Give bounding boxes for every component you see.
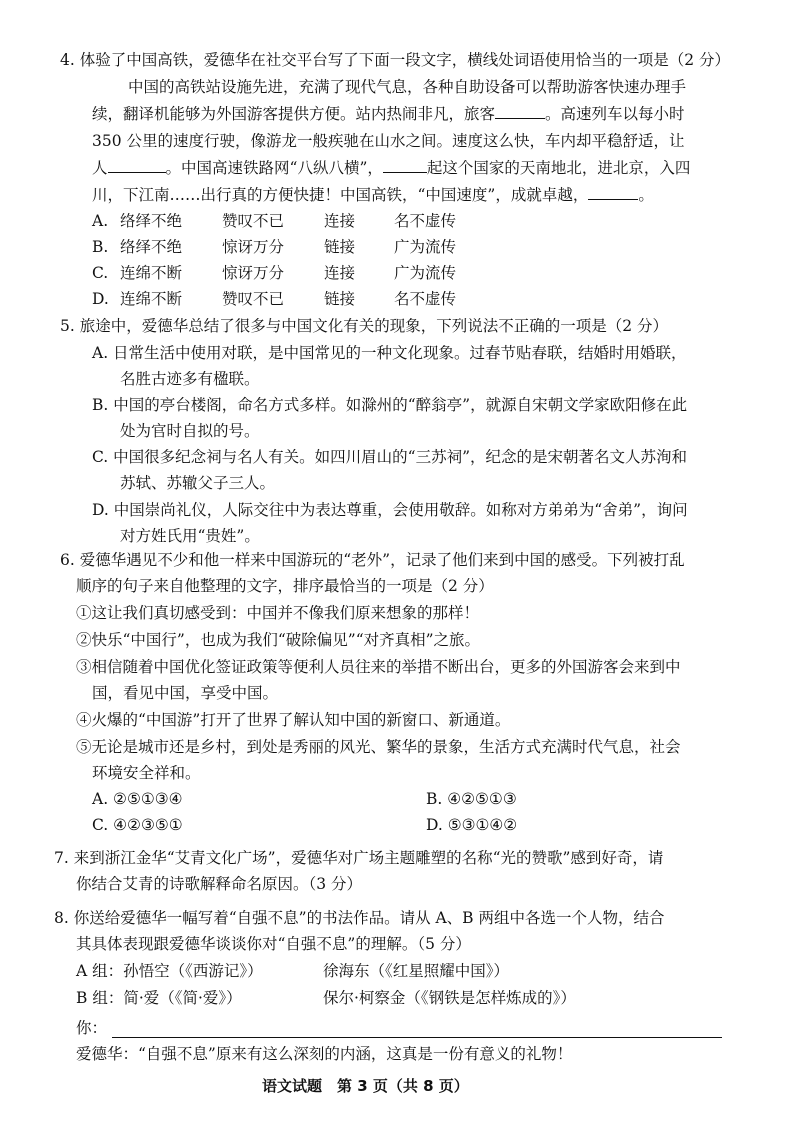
option-word: 连绵不断 — [120, 264, 183, 282]
q5-option-a-cont: 名胜古迹多有楹联。 — [120, 370, 260, 388]
q5-stem: 5. 旅途中，爱德华总结了很多与中国文化有关的现象，下列说法不正确的一项是（2 分） — [60, 317, 669, 335]
q4-text: 。高速列车以每小时 — [545, 105, 685, 123]
q5-option-c-cont: 苏轼、苏辙父子三人。 — [120, 474, 276, 492]
q8-group-b: B 组：简·爱（《简·爱》） — [76, 989, 242, 1007]
option-word: 名不虚传 — [394, 290, 457, 308]
q6-option-c[interactable]: C. ④②③⑤① — [92, 816, 183, 834]
q8-edward-reply: 爱德华：“自强不息”原来有这么深刻的内涵，这真是一份有意义的礼物！ — [76, 1045, 573, 1063]
q5-option-d[interactable]: D. 中国崇尚礼仪，人际交往中为表达尊重，会使用敬辞。如称对方弟弟为“舍弟”，询问 — [92, 501, 688, 519]
q4-passage-line-3: 350 公里的速度行驶，像游龙一般疾驰在山水之间。速度这么快，车内却平稳舒适，让 — [92, 132, 685, 150]
q8-answer-line[interactable] — [112, 1036, 722, 1038]
q8-line-1: 8. 你送给爱德华一幅写着“自强不息”的书法作品。请从 A、B 两组中各选一个人物，结合 — [54, 909, 665, 927]
option-label: A. — [92, 212, 109, 230]
q5-option-d-cont: 对方姓氏用“贵姓”。 — [120, 527, 260, 545]
blank-line — [588, 185, 638, 200]
option-word: 惊讶万分 — [222, 264, 285, 282]
option-word: 赞叹不已 — [222, 212, 285, 230]
q6-sentence-5-cont: 环境安全祥和。 — [92, 764, 201, 782]
q4-stem: 4. 体验了中国高铁，爱德华在社交平台写了下面一段文字，横线处词语使用恰当的一项是（2 分） — [60, 51, 731, 69]
q6-sentence-4: ④火爆的“中国游”打开了世界了解认知中国的新窗口、新通道。 — [76, 711, 511, 729]
option-word: 络绎不绝 — [120, 238, 183, 256]
option-word: 链接 — [324, 290, 356, 308]
q8-group-b-second: 保尔·柯察金（《钢铁是怎样炼成的》） — [323, 989, 576, 1007]
q6-sentence-3: ③相信随着中国优化签证政策等便利人员往来的举措不断出台，更多的外国游客会来到中 — [76, 658, 681, 676]
option-word: 广为流传 — [394, 264, 457, 282]
option-word: 连绵不断 — [120, 290, 183, 308]
blank-line — [108, 158, 166, 173]
option-word: 连接 — [324, 212, 356, 230]
blank-line — [383, 158, 427, 173]
q6-sentence-1: ①这让我们真切感受到：中国并不像我们原来想象的那样！ — [76, 604, 480, 622]
q4-passage-line-5 — [92, 185, 654, 205]
q5-option-c[interactable]: C. 中国很多纪念祠与名人有关。如四川眉山的“三苏祠”，纪念的是宋朝著名文人苏洵和 — [92, 448, 688, 466]
option-label: D. — [92, 290, 109, 308]
option-word: 链接 — [324, 238, 356, 256]
q6-option-d[interactable]: D. ⑤③①④② — [426, 816, 518, 834]
q5-option-a[interactable]: A. 日常生活中使用对联，是中国常见的一种文化现象。过春节贴春联，结婚时用婚联， — [92, 344, 687, 362]
option-label: C. — [92, 264, 109, 282]
q8-group-a-second: 徐海东（《红星照耀中国》） — [323, 962, 510, 980]
option-word: 络绎不绝 — [120, 212, 183, 230]
q5-option-b[interactable]: B. 中国的亭台楼阁，命名方式多样。如滁州的“醉翁亭”，就源自宋朝文学家欧阳修在此 — [92, 396, 688, 414]
q6-sentence-5: ⑤无论是城市还是乡村，到处是秀丽的风光、繁华的景象，生活方式充满时代气息，社会 — [76, 738, 681, 756]
q6-stem-line-1: 6. 爱德华遇见不少和他一样来中国游玩的“老外”，记录了他们来到中国的感受。下列被打乱 — [60, 551, 685, 569]
option-label: B. — [92, 238, 109, 256]
option-word: 惊讶万分 — [222, 238, 285, 256]
q6-sentence-2: ②快乐“中国行”，也成为我们“破除偏见”“对齐真相”之旅。 — [76, 631, 481, 649]
q8-line-2: 其具体表现跟爱德华谈谈你对“自强不息”的理解。（5 分） — [76, 935, 471, 953]
option-word: 广为流传 — [394, 238, 457, 256]
q8-group-a: A 组：孙悟空（《西游记》） — [76, 962, 263, 980]
blank-line — [495, 104, 545, 119]
q4-text: 。 — [638, 186, 654, 204]
option-word: 连接 — [324, 264, 356, 282]
q4-passage-line-1: 中国的高铁站设施先进，充满了现代气息，各种自助设备可以帮助游客快速办理手 — [128, 78, 687, 96]
q4-text: 川，下江南……出行真的方便快捷！中国高铁，“中国速度”，成就卓越， — [92, 186, 589, 204]
q4-passage-line-4 — [92, 158, 690, 178]
option-word: 赞叹不已 — [222, 290, 285, 308]
q4-text: 人 — [92, 159, 108, 177]
q4-passage-line-2 — [92, 104, 685, 124]
option-word: 名不虚传 — [394, 212, 457, 230]
q6-sentence-3-cont: 国，看见中国，享受中国。 — [92, 684, 279, 702]
q5-option-b-cont: 处为官时自拟的号。 — [120, 422, 260, 440]
q8-you-label: 你： — [76, 1019, 108, 1037]
q7-line-2: 你结合艾青的诗歌解释命名原因。（3 分） — [76, 875, 363, 893]
q6-option-b[interactable]: B. ④②⑤①③ — [426, 790, 517, 808]
q4-text: 续，翻译机能够为外国游客提供方便。站内热闹非凡，旅客 — [92, 105, 496, 123]
q4-text: 。中国高速铁路网“八纵八横”， — [165, 159, 383, 177]
q6-stem-line-2: 顺序的句子来自他整理的文字，排序最恰当的一项是（2 分） — [76, 577, 494, 595]
q6-option-a[interactable]: A. ②⑤①③④ — [92, 790, 183, 808]
page-footer: 语文试题 第 3 页（共 8 页） — [262, 1077, 469, 1095]
q4-text: 起这个国家的天南地北，进北京，入四 — [426, 159, 691, 177]
q7-line-1: 7. 来到浙江金华“艾青文化广场”，爱德华对广场主题雕塑的名称“光的赞歌”感到好奇，请 — [54, 849, 664, 867]
